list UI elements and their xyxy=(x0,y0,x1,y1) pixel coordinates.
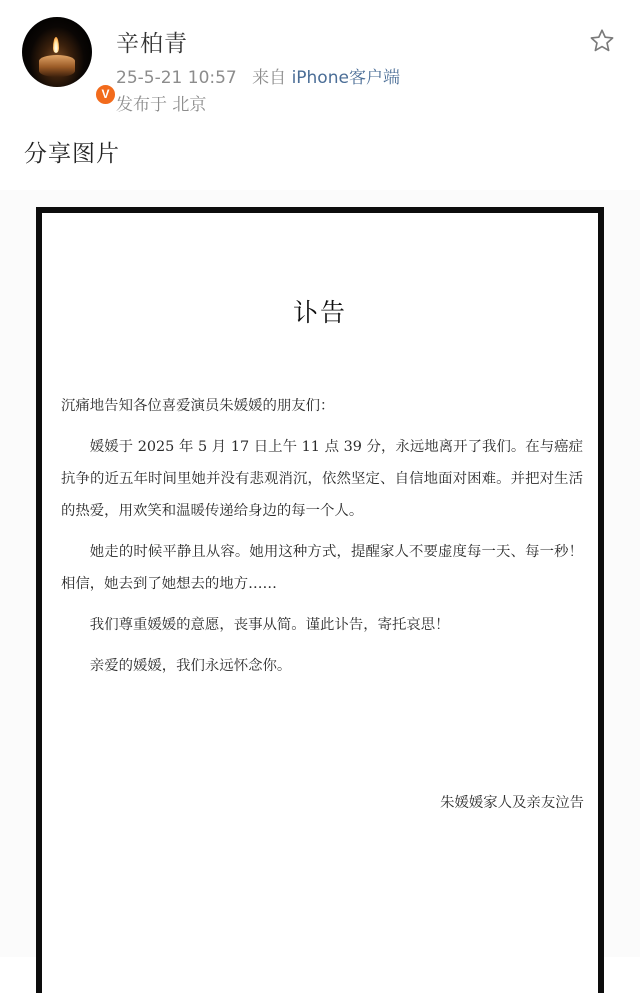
document-paragraph: 她走的时候平静且从容。她用这种方式，提醒家人不要虚度每一天、每一秒！相信，她去到了她想去的地方…… xyxy=(61,544,583,592)
post-image[interactable] xyxy=(0,190,640,957)
candle-flame-icon xyxy=(53,37,59,53)
document-paragraph: 亲爱的媛媛，我们永远怀念你。 xyxy=(89,658,292,674)
post-location: 发布于 北京 xyxy=(116,95,207,115)
document-paragraph: 我们尊重媛媛的意愿，丧事从简。谨此讣告，寄托哀思！ xyxy=(89,617,450,633)
post-time: 25-5-21 10:57 xyxy=(116,68,237,88)
verified-badge-icon: V xyxy=(94,83,117,106)
source-prefix: 来自 xyxy=(252,68,287,88)
avatar[interactable] xyxy=(22,17,110,101)
author-name[interactable]: 辛柏青 xyxy=(116,31,188,57)
document-paragraph: 媛媛于 2025 年 5 月 17 日上午 11 点 39 分，永远地离开了我们。在与癌症抗争的近五年时间里她并没有悲观消沉，依然坚定、自信地面对困难。并把对生活的热爱，用欢笑和温暖传递给身边的每一个人。 xyxy=(61,439,583,519)
document-signature: 朱媛媛家人及亲友泣告 xyxy=(440,795,584,811)
document-title: 讣告 xyxy=(292,298,347,327)
post-text: 分享图片 xyxy=(24,141,120,167)
favorite-button[interactable] xyxy=(588,27,616,55)
candle-icon xyxy=(39,55,75,77)
obituary-document xyxy=(36,207,604,993)
star-outline-icon xyxy=(588,27,616,55)
document-salutation: 沉痛地告知各位喜爱演员朱媛媛的朋友们： xyxy=(61,398,335,414)
document-body xyxy=(61,390,583,691)
post-meta xyxy=(116,63,400,88)
source-link[interactable]: iPhone客户端 xyxy=(291,68,400,88)
